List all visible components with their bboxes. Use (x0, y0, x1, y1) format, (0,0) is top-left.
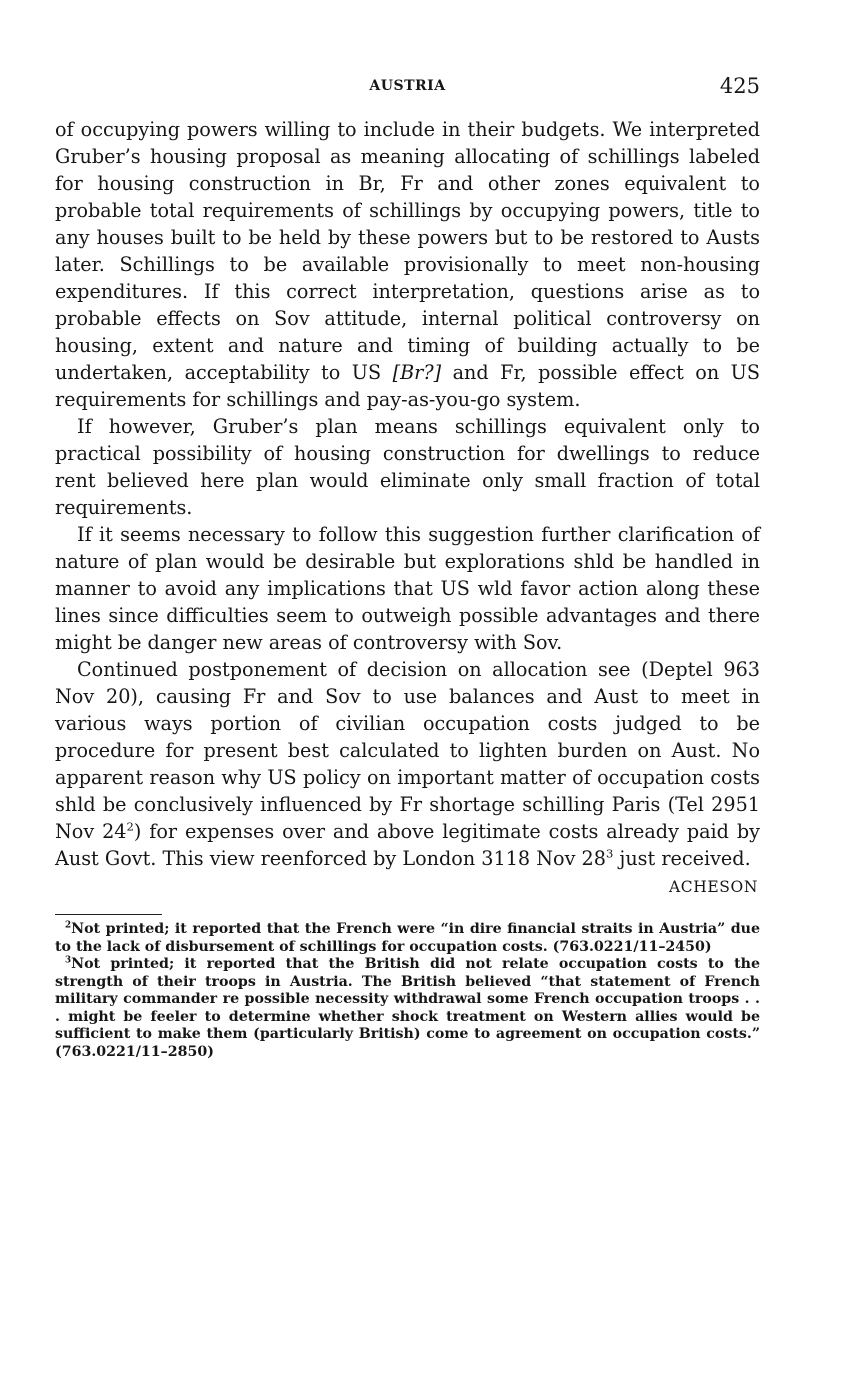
paragraph-4-text-a: Continued postponement of decision on allocation see (Deptel 963 Nov 20), causing Fr and Sov to use balances and Aust to meet in various ways portion of civilian occupation costs judged to be procedure for present best calculated to lighten burden on Aust. No apparent reason why US policy on important matter of occupation costs shld be conclusively influenced by Fr shortage schilling Paris (Tel 2951 Nov 24 (55, 658, 760, 843)
footnote-divider (55, 914, 162, 915)
page-number: 425 (719, 74, 760, 98)
paragraph-4 (55, 656, 760, 872)
paragraph-4-text-c: just received. (613, 847, 751, 870)
running-head: AUSTRIA (369, 78, 446, 94)
footnote-ref-3: 3 (605, 846, 614, 861)
paragraph-2: If however, Gruber’s plan means schillings equivalent only to practical possibility of housing construction for dwellings to reduce rent believed here plan would eliminate only small fraction of total requirements. (55, 415, 760, 519)
paragraph-3: If it seems necessary to follow this suggestion further clarification of nature of plan would be desirable but explorations shld be handled in manner to avoid any implications that US wld favor action along these lines since difficulties seem to outweigh possible advantages and there might be danger new areas of controversy with Sov. (55, 523, 760, 654)
signature: ACHESON (669, 878, 758, 896)
footnote-2-text: Not printed; it reported that the French were “in dire financial straits in Austria” due to the lack of disbursement of schillings for occupation costs. (763.0221/11–2450) (55, 921, 760, 955)
footnote-3-text: Not printed; it reported that the British did not relate occupation costs to the strength of their troops in Austria. The British believed “that statement of French military commander re possible necessity withdrawal some French occupation troops . . . might be feeler to determine whether shock treatment on Western allies would be sufficient to make them (particularly British) come to agreement on occupation costs.” (763.0221/11–2850) (55, 956, 760, 1060)
footnote-2 (55, 921, 760, 956)
document-page (55, 72, 760, 1061)
bracketed-query: [Br?] (392, 361, 442, 384)
footnote-3-mark: 3 (65, 955, 72, 966)
paragraph-4-text-b: ) for expenses over and above legitimate costs already paid by Aust Govt. This view reenforced by London 3118 Nov 28 (55, 820, 760, 870)
footnote-3 (55, 956, 760, 1061)
paragraph-1-end: and Fr, possible effect on US requirements for schillings and pay-as-you-go system. (55, 361, 760, 411)
footnotes (55, 921, 760, 1061)
footnote-ref-2: 2 (126, 819, 134, 834)
body-text (55, 116, 760, 872)
paragraph-1-text: of occupying powers willing to include in their budgets. We interpreted Gruber’s housing proposal as meaning allocating of schillings labeled for housing construction in Br, Fr and other zones equivalent to probable total requirements of schillings by occupying powers, title to any houses built to be held by these powers but to be restored to Austs later. Schillings to be available provisionally to meet non-housing expenditures. If this correct interpretation, questions arise as to probable effects on Sov attitude, internal political controversy on housing, extent and nature and timing of building actually to be undertaken, acceptability to US (55, 118, 760, 384)
footnote-2-mark: 2 (65, 920, 72, 931)
page-header (55, 72, 760, 106)
paragraph-1 (55, 116, 760, 413)
